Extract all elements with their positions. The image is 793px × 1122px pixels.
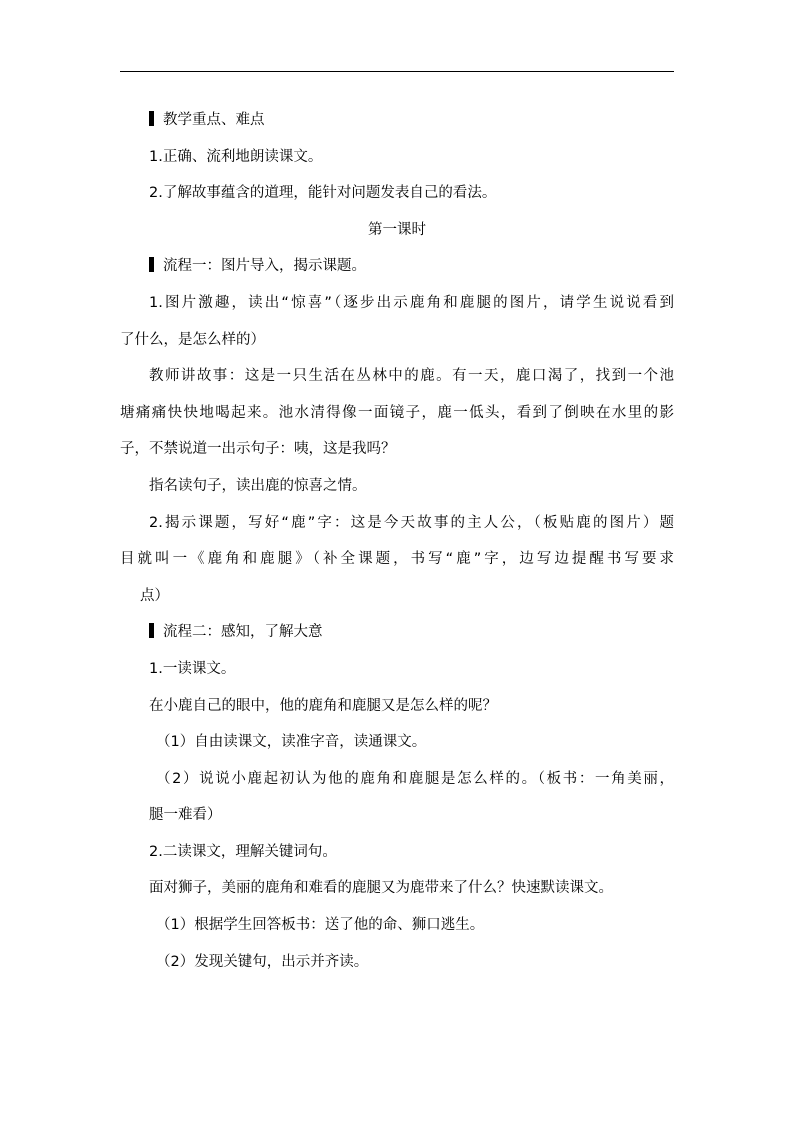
line-text: 2.了解故事蕴含的道理，能针对问题发表自己的看法。 — [149, 185, 497, 202]
line-text: （1）根据学生回答板书：送了他的命、狮口逃生。 — [156, 917, 485, 934]
section-marker-icon — [149, 623, 154, 638]
line-text: （2）发现关键句，出示并齐读。 — [156, 953, 369, 970]
line-text: 1.一读课文。 — [149, 660, 236, 677]
paragraph-line — [120, 395, 674, 432]
paragraph-line — [120, 797, 674, 834]
paragraph-line — [120, 907, 674, 944]
paragraph-line — [120, 358, 674, 395]
header-rule — [120, 71, 674, 72]
line-text: （1）自由读课文，读准字音，读通课文。 — [156, 734, 427, 751]
section-heading — [120, 614, 674, 651]
section-marker-icon — [149, 257, 154, 272]
paragraph-line — [120, 761, 674, 798]
line-text: 在小鹿自己的眼中，他的鹿角和鹿腿又是怎么样的呢？ — [149, 697, 497, 714]
paragraph-line — [120, 505, 674, 542]
line-text: 了什么，是怎么样的） — [120, 331, 265, 348]
line-text: 第一课时 — [368, 221, 426, 238]
paragraph-line — [120, 870, 674, 907]
line-text: 教学重点、难点 — [163, 112, 265, 128]
line-text: 1.图片激趣，读出“惊喜”（逐步出示鹿角和鹿腿的图片，请学生说说看到 — [149, 294, 674, 311]
paragraph-line — [120, 944, 674, 981]
paragraph-line — [120, 651, 674, 688]
paragraph-line — [120, 285, 674, 322]
line-text: 2.二读课文，理解关键词句。 — [149, 843, 337, 860]
section-marker-icon — [149, 111, 154, 126]
line-text: 流程二：感知，了解大意 — [163, 624, 323, 641]
paragraph-line — [120, 139, 674, 176]
line-text: 子，不禁说道一出示句子：咦，这是我吗？ — [120, 441, 396, 458]
paragraph-line — [120, 175, 674, 212]
paragraph-line — [120, 541, 674, 578]
paragraph-line — [120, 688, 674, 725]
section-heading — [120, 248, 674, 285]
line-text: 面对狮子，美丽的鹿角和难看的鹿腿又为鹿带来了什么？快速默读课文。 — [149, 880, 613, 897]
line-text: 指名读句子，读出鹿的惊喜之情。 — [149, 477, 367, 494]
line-text: 教师讲故事：这是一只生活在丛林中的鹿。有一天，鹿口渴了，找到一个池 — [149, 368, 674, 385]
line-text: 塘痛痛快快地喝起来。池水清得像一面镜子，鹿一低头，看到了倒映在水里的影 — [120, 404, 674, 421]
line-text: 腿一难看） — [149, 807, 222, 824]
section-heading — [120, 102, 674, 139]
document-body — [120, 102, 674, 980]
line-text: 流程一：图片导入，揭示课题。 — [163, 258, 366, 275]
paragraph-line — [120, 834, 674, 871]
paragraph-line — [120, 322, 674, 359]
line-text: （2）说说小鹿起初认为他的鹿角和鹿腿是怎么样的。（板书：一角美丽， — [156, 770, 674, 787]
line-text: 点） — [140, 587, 169, 604]
paragraph-line — [120, 431, 674, 468]
paragraph-line — [120, 724, 674, 761]
paragraph-line — [120, 578, 674, 615]
line-text: 2.揭示课题，写好“鹿”字：这是今天故事的主人公，（板贴鹿的图片）题 — [149, 514, 674, 531]
line-text: 1.正确、流利地朗读课文。 — [149, 148, 323, 165]
paragraph-line — [120, 468, 674, 505]
line-text: 目就叫一《鹿角和鹿腿》（补全课题，书写“鹿”字，边写边提醒书写要求 — [120, 551, 674, 568]
lesson-heading — [120, 212, 674, 249]
